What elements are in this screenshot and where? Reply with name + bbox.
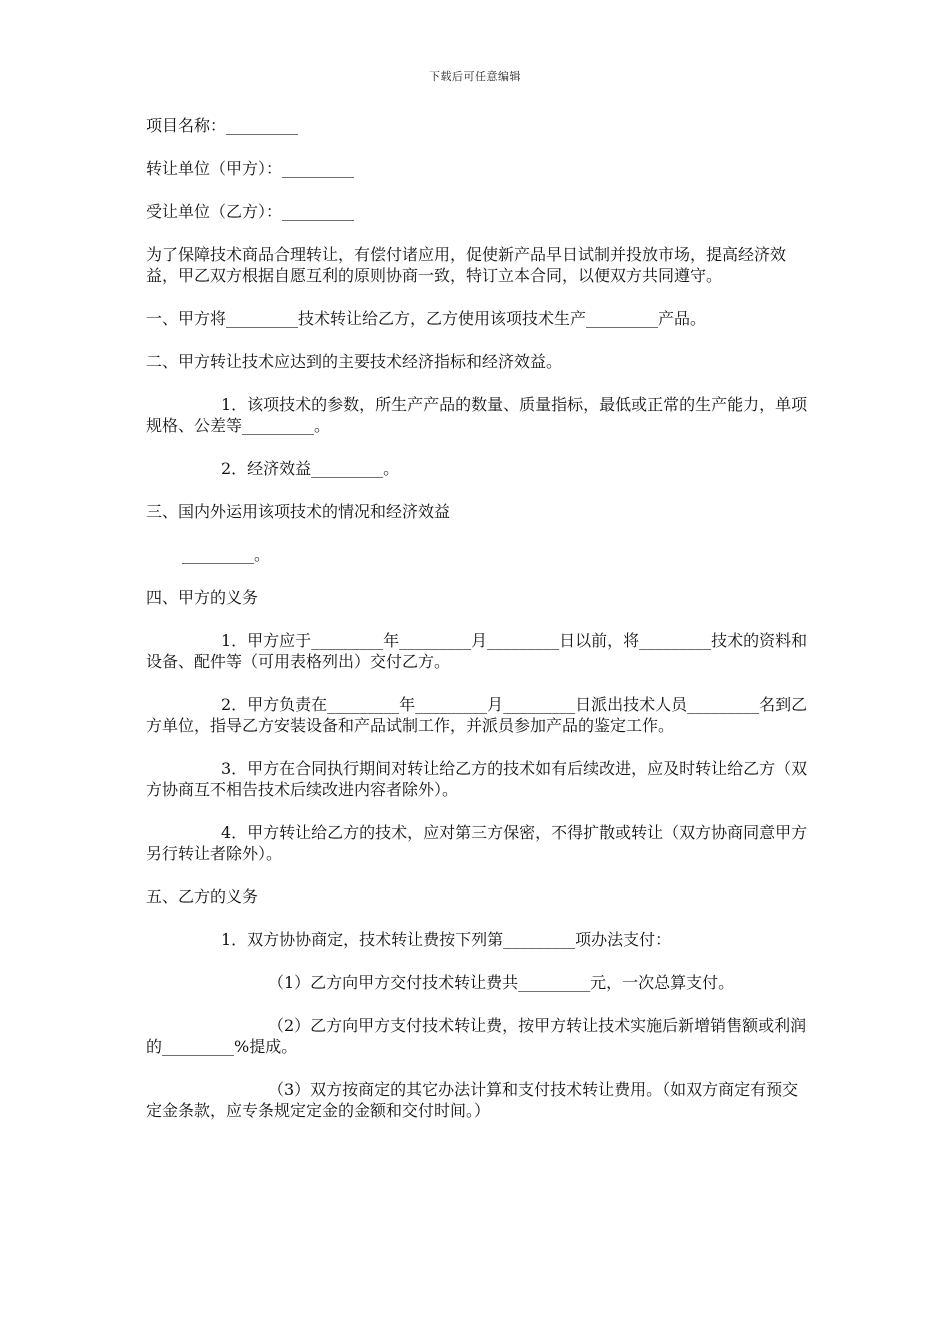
section-5-item-1: 1．双方协协商定，技术转让费按下列第_________项办法支付： [221, 930, 672, 949]
section-4-item-1: 1．甲方应于_________年_________月_________日以前，将_________技术的资料和设备、配件等（可用表格列出）交付乙方。 [146, 631, 808, 671]
section-5-option-2: （2）乙方向甲方支付技术转让费，按甲方转让技术实施后新增销售额或利润的_________%提成。 [146, 1016, 807, 1056]
project-name-line: 项目名称：_________ [146, 116, 299, 135]
contract-body [146, 115, 810, 1143]
section-4-heading: 四、甲方的义务 [146, 588, 259, 607]
preamble-paragraph: 为了保障技术商品合理转让，有偿付诸应用，促使新产品早日试制并投放市场，提高经济效益，甲乙双方根据自愿互利的原则协商一致，特订立本合同，以便双方共同遵守。 [146, 245, 787, 285]
page-header: 下载后可任意编辑 [429, 70, 521, 83]
section-2-item-1: 1．该项技术的参数，所生产产品的数量、质量指标，最低或正常的生产能力，单项规格、公差等_________。 [146, 395, 808, 435]
section-4-item-3: 3．甲方在合同执行期间对转让给乙方的技术如有后续改进，应及时转让给乙方（双方协商互不相告技术后续改进内容者除外）。 [146, 759, 808, 799]
section-1: 一、甲方将_________技术转让给乙方，乙方使用该项技术生产_________产品。 [146, 309, 707, 328]
section-3-blank: _________。 [182, 545, 271, 564]
section-3-heading: 三、国内外运用该项技术的情况和经济效益 [146, 502, 451, 521]
transferee-line: 受让单位（乙方）：_________ [146, 202, 355, 221]
section-5-option-1: （1）乙方向甲方交付技术转让费共_________元，一次总算支付。 [268, 973, 735, 992]
section-2-heading: 二、甲方转让技术应达到的主要技术经济指标和经济效益。 [146, 352, 563, 371]
section-4-item-2: 2．甲方负责在_________年_________月_________日派出技术人员_________名到乙方单位，指导乙方安装设备和产品试制工作，并派员参加产品的鉴定工作。 [146, 695, 808, 735]
section-5-option-3: （3）双方按商定的其它办法计算和支付技术转让费用。（如双方商定有预交定金条款，应专条规定定金的金额和交付时间。） [146, 1080, 799, 1120]
section-2-item-2: 2．经济效益_________。 [221, 459, 400, 478]
transferor-line: 转让单位（甲方）：_________ [146, 159, 355, 178]
section-5-heading: 五、乙方的义务 [146, 887, 259, 906]
section-4-item-4: 4．甲方转让给乙方的技术，应对第三方保密，不得扩散或转让（双方协商同意甲方另行转让者除外）。 [146, 823, 808, 863]
